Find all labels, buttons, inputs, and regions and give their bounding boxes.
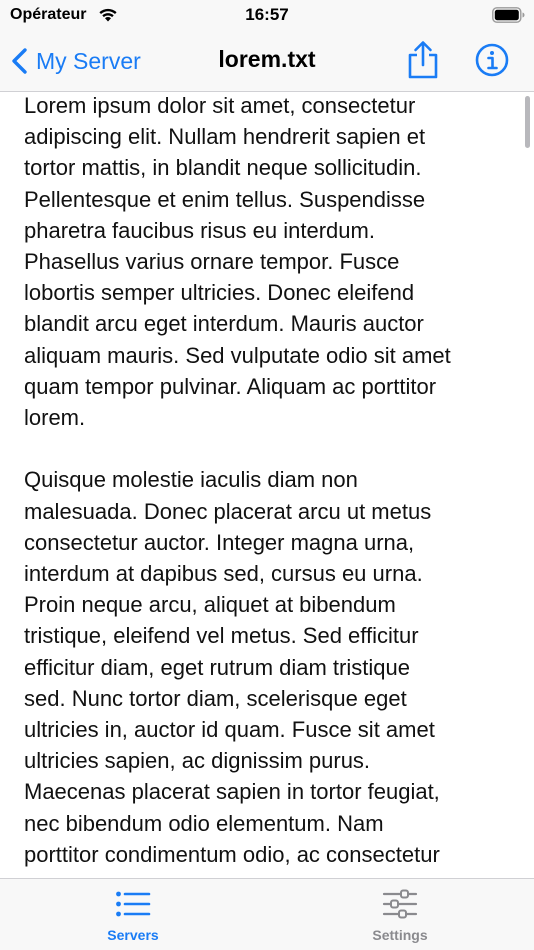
page-title: lorem.txt xyxy=(218,46,316,72)
list-icon xyxy=(115,889,151,919)
text-content[interactable] xyxy=(24,90,504,878)
back-button-label: My Server xyxy=(36,47,141,74)
info-icon[interactable] xyxy=(475,43,509,77)
tab-settings[interactable] xyxy=(340,889,460,949)
sliders-icon xyxy=(382,889,418,919)
tab-bar xyxy=(0,878,534,950)
scrollbar[interactable] xyxy=(525,96,530,148)
paragraph: Lorem ipsum dolor sit amet, consectetur adipiscing elit. Nullam hendrerit sapien et tortor mattis, in blandit neque sollicitudin. Pellentesque et enim tellus. Suspendisse pharetra faucibus risus eu interdum. Phasellus varius ornare tempor. Fusce lobortis semper ultricies. Donec eleifend blandit arcu eget interdum. Mauris auctor aliquam mauris. Sed vulputate odio sit amet quam tempor pulvinar. Aliquam ac porttitor lorem. xyxy=(24,93,451,431)
clock-label: 16:57 xyxy=(245,5,289,24)
share-icon[interactable] xyxy=(405,40,441,80)
tab-settings-label: Settings xyxy=(372,927,428,943)
tab-servers-label: Servers xyxy=(107,927,159,943)
status-bar xyxy=(0,0,534,32)
paragraph: Quisque molestie iaculis diam non malesuada. Donec placerat arcu ut metus consectetur auctor. Integer magna urna, interdum at dapibus sed, cursus eu urna. Proin neque arcu, aliquet at bibendum tristique, eleifend vel metus. Sed efficitur efficitur diam, eget rutrum diam tristique sed. Nunc tortor diam, scelerisque eget ultricies in, auctor id quam. Fusce sit amet ultricies sapien, ac dignissim purus. Maecenas placerat sapien in tortor feugiat, nec bibendum odio elementum. Nam porttitor condimentum odio, ac consectetur xyxy=(24,467,440,867)
tab-servers[interactable] xyxy=(73,889,193,949)
carrier-label: Opérateur xyxy=(10,6,87,23)
battery-icon xyxy=(492,7,525,23)
navigation-bar xyxy=(0,32,534,92)
